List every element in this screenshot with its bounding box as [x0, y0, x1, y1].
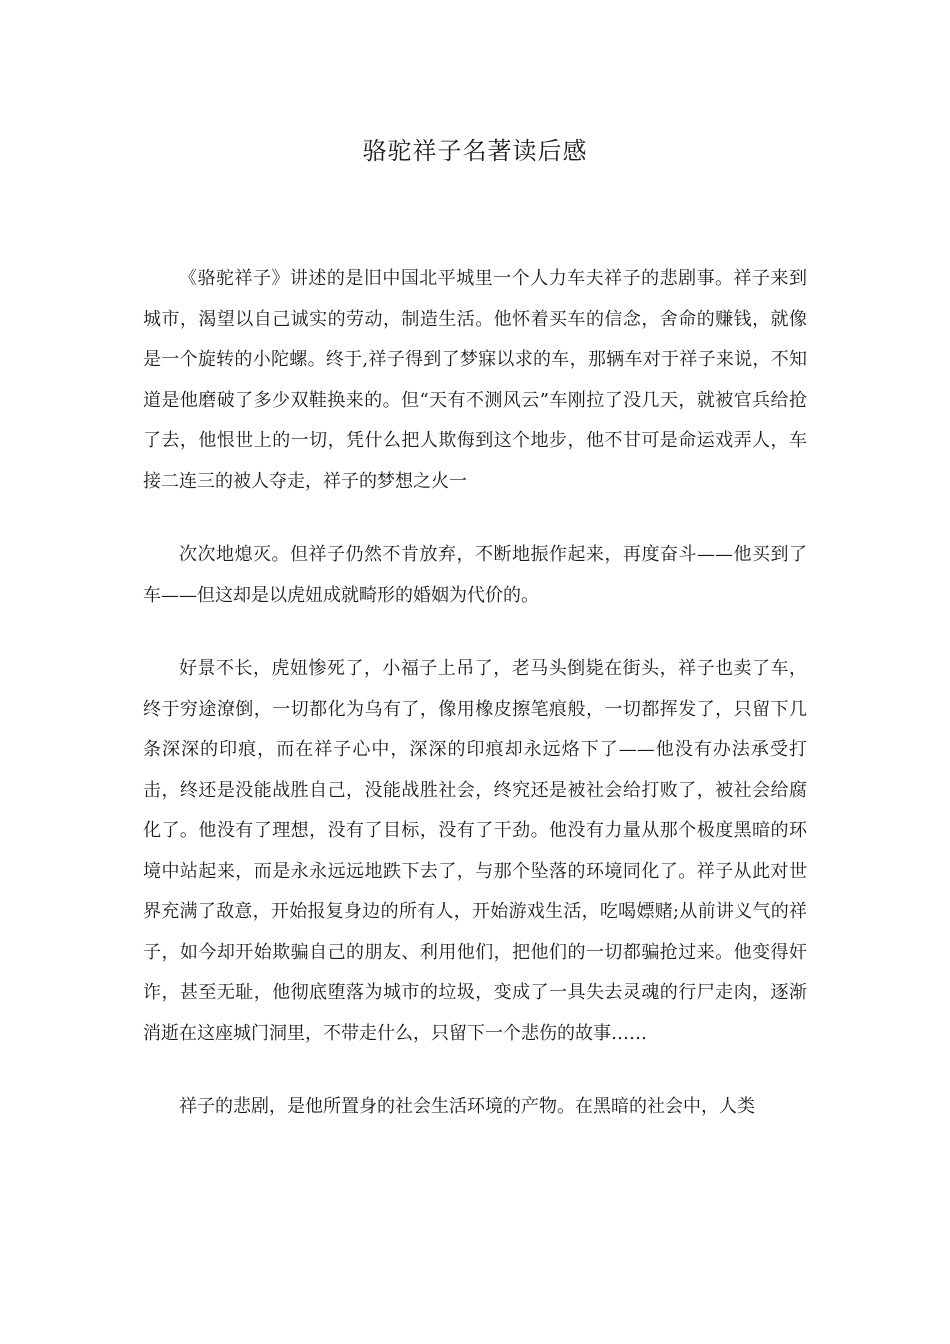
- document-title: 骆驼祥子名著读后感: [362, 137, 588, 165]
- document-body: [143, 259, 807, 1128]
- paragraph-1: 《骆驼祥子》讲述的是旧中国北平城里一个人力车夫祥子的悲剧事。祥子来到城市，渴望以自己诚实的劳动，制造生活。他怀着买车的信念，舍命的赚钱，就像是一个旋转的小陀螺。终于,祥子得到了梦寐以求的车，那辆车对于祥子来说，不知道是他磨破了多少双鞋换来的。但“天有不测风云”车刚拉了没几天，就被官兵给抢了去，他恨世上的一切，凭什么把人欺侮到这个地步，他不甘可是命运戏弄人，车接二连三的被人夺走，祥子的梦想之火一: [143, 268, 807, 492]
- paragraph-3: 好景不长，虎妞惨死了，小福子上吊了，老马头倒毙在街头，祥子也卖了车，终于穷途潦倒，一切都化为乌有了，像用橡皮擦笔痕般，一切都挥发了，只留下几条深深的印痕，而在祥子心中，深深的印痕却永远烙下了——他没有办法承受打击，终还是没能战胜自己，没能战胜社会，终究还是被社会给打败了，被社会给腐化了。他没有了理想，没有了目标，没有了干劲。他没有力量从那个极度黑暗的环境中站起来，而是永永远远地跌下去了，与那个坠落的环境同化了。祥子从此对世界充满了敌意，开始报复身边的所有人，开始游戏生活，吃喝嫖赌;从前讲义气的祥子，如今却开始欺骗自己的朋友、利用他们，把他们的一切都骗抢过来。他变得奸诈，甚至无耻，他彻底堕落为城市的垃圾，变成了一具失去灵魂的行尸走肉，逐渐消逝在这座城门洞里，不带走什么，只留下一个悲伤的故事……: [143, 658, 807, 1044]
- paragraph-4: 祥子的悲剧，是他所置身的社会生活环境的产物。在黑暗的社会中，人类: [179, 1096, 755, 1117]
- paragraph-2: 次次地熄灭。但祥子仍然不肯放弃，不断地振作起来，再度奋斗——他买到了车——但这却是以虎妞成就畸形的婚姻为代价的。: [143, 544, 807, 606]
